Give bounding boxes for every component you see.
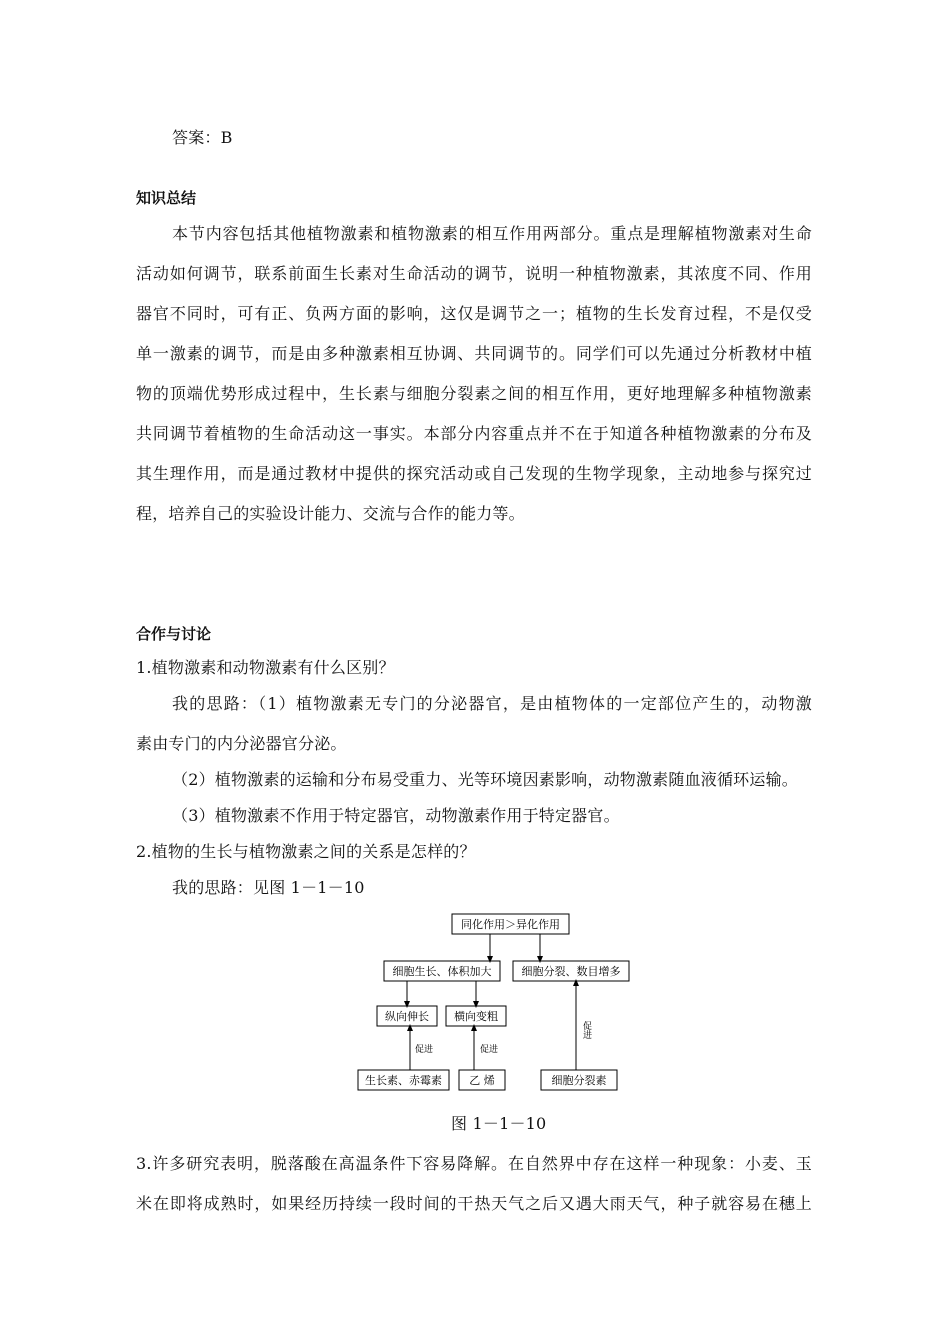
summary-line-7: 其生理作用，而是通过教材中提供的探究活动或自己发现的生物学现象，主动地参与探究过 <box>136 464 812 483</box>
answer-line: 答案：B <box>172 128 233 147</box>
box-anabolism-label: 同化作用＞异化作用 <box>461 918 560 931</box>
summary-line-4: 单一激素的调节，而是由多种激素相互协调、共同调节的。同学们可以先通过分析教材中植 <box>136 344 812 363</box>
summary-line-2: 活动如何调节，联系前面生长素对生命活动的调节，说明一种植物激素，其浓度不同、作用 <box>136 264 812 283</box>
question-2: 2.植物的生长与植物激素之间的关系是怎样的？ <box>136 842 476 861</box>
question-1-answer-2: （2）植物激素的运输和分布易受重力、光等环境因素影响，动物激素随血液循环运输。 <box>172 770 798 789</box>
question-1: 1.植物激素和动物激素有什么区别？ <box>136 658 395 677</box>
question-1-answer-3: （3）植物激素不作用于特定器官，动物激素作用于特定器官。 <box>172 806 620 825</box>
box-cytokinin-label: 细胞分裂素 <box>551 1074 607 1087</box>
box-longitudinal-label: 纵向伸长 <box>385 1010 429 1023</box>
question-1-answer-1-line-2: 素由专门的内分泌器官分泌。 <box>136 734 347 753</box>
summary-line-6: 共同调节着植物的生命活动这一事实。本部分内容重点并不在于知道各种植物激素的分布及 <box>136 424 812 443</box>
discussion-heading: 合作与讨论 <box>136 625 212 643</box>
promote-label-2: 促进 <box>480 1045 499 1055</box>
question-1-answer-1-line-1: 我的思路：（1）植物激素无专门的分泌器官，是由植物体的一定部位产生的，动物激 <box>172 694 812 713</box>
box-cell-division-label: 细胞分裂、数目增多 <box>521 965 621 978</box>
promote-label-1: 促进 <box>415 1045 434 1055</box>
summary-heading: 知识总结 <box>136 189 197 207</box>
box-transverse-label: 横向变粗 <box>454 1010 498 1023</box>
summary-line-3: 器官不同时，可有正、负两方面的影响，这仅是调节之一；植物的生长发育过程，不是仅受 <box>136 304 812 323</box>
summary-line-5: 物的顶端优势形成过程中，生长素与细胞分裂素之间的相互作用，更好地理解多种植物激素 <box>136 384 812 403</box>
question-3-line-1: 3.许多研究表明，脱落酸在高温条件下容易降解。在自然界中存在这样一种现象：小麦、玉 <box>136 1154 812 1173</box>
figure-caption: 图 1－1－10 <box>451 1114 547 1133</box>
box-auxin-label: 生长素、赤霉素 <box>365 1074 442 1087</box>
promote-label-3: 促进 <box>581 1021 591 1039</box>
summary-line-8: 程，培养自己的实验设计能力、交流与合作的能力等。 <box>136 504 525 523</box>
question-2-answer: 我的思路：见图 1－1－10 <box>172 878 365 897</box>
summary-line-1: 本节内容包括其他植物激素和植物激素的相互作用两部分。重点是理解植物激素对生命 <box>172 224 812 243</box>
plant-hormone-diagram <box>350 905 640 1095</box>
question-3-line-2: 米在即将成熟时，如果经历持续一段时间的干热天气之后又遇大雨天气，种子就容易在穗上 <box>136 1194 812 1213</box>
box-cell-growth-label: 细胞生长、体积加大 <box>392 965 492 978</box>
box-ethylene-label: 乙 烯 <box>469 1074 495 1087</box>
